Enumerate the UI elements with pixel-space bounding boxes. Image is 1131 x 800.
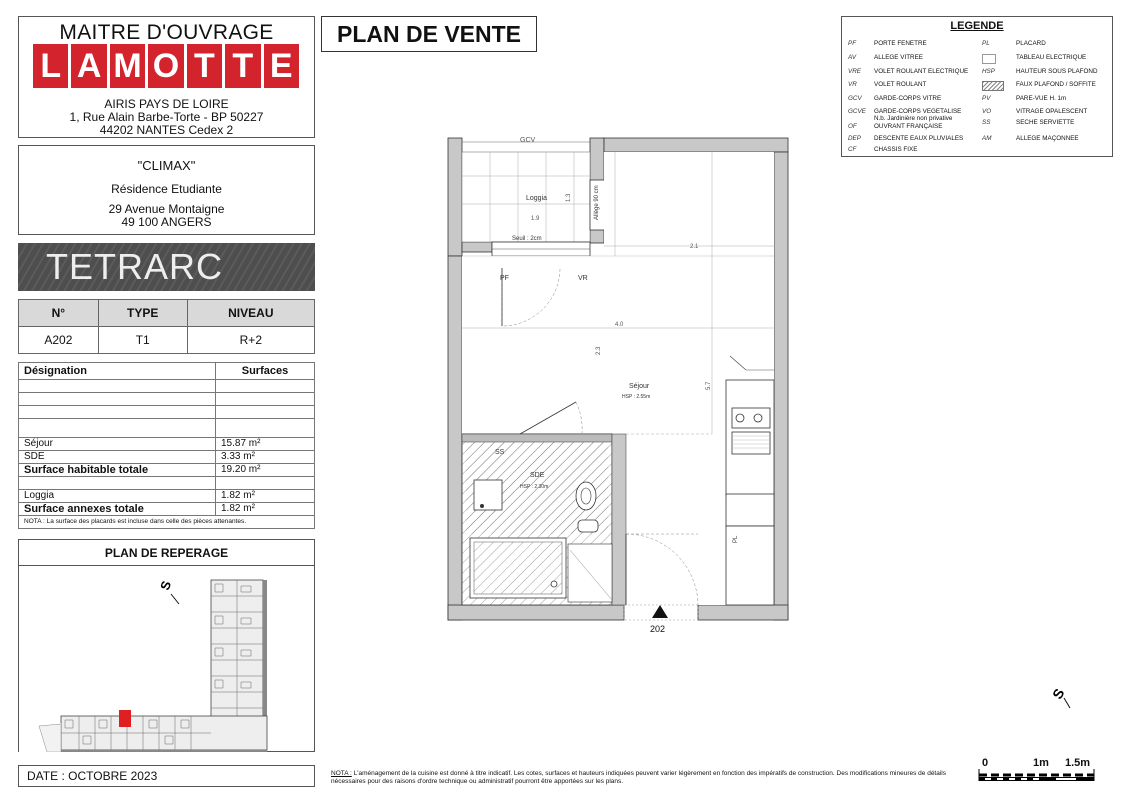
surface-value-loggia: 1.82 m² [216, 490, 315, 503]
surfaces-note: NOTA : La surface des placards est incluse dans celle des pièces attenantes. [19, 516, 315, 529]
legend-row: GCVE GARDE-CORPS VEGETALISE VO VITRAGE OPALESCENT [848, 108, 1088, 115]
scale-label-1m: 1m [1033, 757, 1049, 769]
allege-label: Allège 90 cm [594, 185, 600, 220]
sejour-hsp: HSP : 2.55m [622, 394, 651, 400]
apartment-number: 202 [650, 624, 666, 634]
company-address-1: 1, Rue Alain Barbe-Torte - BP 50227 [69, 110, 264, 124]
svg-text:S: S [1048, 685, 1068, 702]
lot-header-level: NIVEAU [187, 300, 314, 327]
loggia-width-dim: 1.9 [531, 216, 540, 222]
legend-row: N.b. Jardinière non privative SS SECHE SERVIETTE [874, 115, 1075, 126]
table-row-empty [19, 380, 216, 393]
surface-value-habitable-total: 19.20 m² [216, 464, 315, 477]
table-row-empty [19, 419, 216, 438]
legend-box [841, 16, 1113, 157]
seuil-label: Seuil : 2cm [512, 236, 542, 242]
north-arrow-label: S [157, 578, 175, 593]
residence-box [18, 145, 315, 235]
surface-value-annexes-total: 1.82 m² [216, 503, 315, 516]
surface-value-sde: 3.33 m² [216, 451, 315, 464]
floor-plan [440, 130, 800, 640]
lot-type: T1 [98, 327, 187, 354]
residence-name: "CLIMAX" [137, 158, 196, 173]
footnote [331, 770, 961, 786]
dim-2-3: 2.3 [596, 346, 602, 355]
lot-header-number: N° [19, 300, 99, 327]
legend-title: LEGENDE [950, 20, 1004, 32]
false-ceiling-hatch-icon [982, 81, 1004, 91]
dim-2-1: 2.1 [690, 244, 699, 250]
scale-graduations [976, 769, 1100, 785]
architect-logo: TETRARC [18, 243, 315, 291]
residence-city: 49 100 ANGERS [121, 215, 212, 229]
lot-level: R+2 [187, 327, 314, 354]
table-row-empty [19, 393, 216, 406]
developer-title: MAITRE D'OUVRAGE [59, 21, 274, 44]
dim-4-0: 4.0 [615, 322, 624, 328]
developer-box [18, 16, 315, 138]
lot-header-type: TYPE [98, 300, 187, 327]
surfaces-table [18, 362, 315, 529]
legend-row: VR VOLET ROULANT FAUX PLAFOND / SOFFITE [848, 81, 1110, 94]
surface-label-sejour: Séjour [19, 438, 216, 451]
legend-row: PF PORTE FENETRE PL PLACARD [848, 40, 1046, 47]
date-label: DATE : OCTOBRE 2023 [18, 765, 315, 787]
surface-label-habitable-total: Surface habitable totale [19, 464, 216, 477]
legend-row: DEP DESCENTE EAUX PLUVIALES AM ALLEGE MAÇONNEE [848, 135, 1079, 142]
north-arrow-icon [1048, 680, 1076, 710]
surface-value-sejour: 15.87 m² [216, 438, 315, 451]
location-plan-title: PLAN DE REPERAGE [104, 546, 229, 560]
legend-row: GCV GARDE-CORPS VITRE PV PARE-VUE H. 1m [848, 95, 1067, 102]
sejour-label: Séjour [629, 383, 650, 390]
residence-street: 29 Avenue Montaigne [108, 202, 225, 216]
sde-label: SDE [530, 472, 545, 479]
legend-row: AV ALLEGE VITREE TABLEAU ELECTRIQUE [848, 54, 1110, 67]
dim-5-7: 5.7 [706, 381, 712, 390]
legend-row: VRE VOLET ROULANT ELECTRIQUE HSP HAUTEUR SOUS PLAFOND [848, 68, 1098, 75]
surfaces-header-surfaces: Surfaces [216, 363, 315, 380]
table-row-empty [19, 406, 216, 419]
surface-label-annexes-total: Surface annexes totale [19, 503, 216, 516]
lot-location-marker [119, 710, 131, 727]
lamotte-logo: L A M O T T E [33, 44, 299, 88]
electric-panel-icon [982, 54, 996, 64]
footnote-prefix: NOTA : [331, 770, 352, 777]
scale-bar [976, 757, 1126, 787]
surface-label-loggia: Loggia [19, 490, 216, 503]
pf-label: PF [500, 275, 509, 282]
plan-title: PLAN DE VENTE [321, 16, 537, 52]
sde-hsp: HSP : 2.30m [520, 484, 549, 490]
gcv-label: GCV [520, 137, 536, 144]
loggia-height-dim: 1.3 [566, 193, 572, 202]
scale-label-0: 0 [982, 757, 989, 769]
company-name: AIRIS PAYS DE LOIRE [104, 97, 229, 111]
legend-row: CF CHASSIS FIXE [848, 146, 918, 153]
surfaces-header-designation: Désignation [19, 363, 216, 380]
legend-row: OF OUVRANT FRANÇAISE [848, 123, 943, 130]
company-address-2: 44202 NANTES Cedex 2 [99, 123, 234, 137]
residence-type: Résidence Etudiante [111, 182, 222, 196]
surface-label-sde: SDE [19, 451, 216, 464]
table-row-empty [19, 477, 216, 490]
lot-number: A202 [19, 327, 99, 354]
loggia-label: Loggia [526, 195, 548, 202]
scale-label-1-5m: 1.5m [1065, 757, 1091, 769]
towel-dryer-label: SS [495, 449, 505, 456]
footnote-text: L'aménagement de la cuisine est donné à titre indicatif. Les cotes, surfaces et hauteurs indiquées peuvent varier légèrement en fonction des impératifs de construction. Des modifications mineures de détails nécessaires pour des raisons d'ordre technique ou administratif pourront être apportées sur les plans. [331, 770, 946, 785]
lot-table [18, 299, 315, 354]
location-plan-drawing [19, 566, 314, 752]
placard-label: PL [733, 535, 739, 543]
location-plan-box [18, 539, 315, 752]
vr-label: VR [578, 275, 588, 282]
